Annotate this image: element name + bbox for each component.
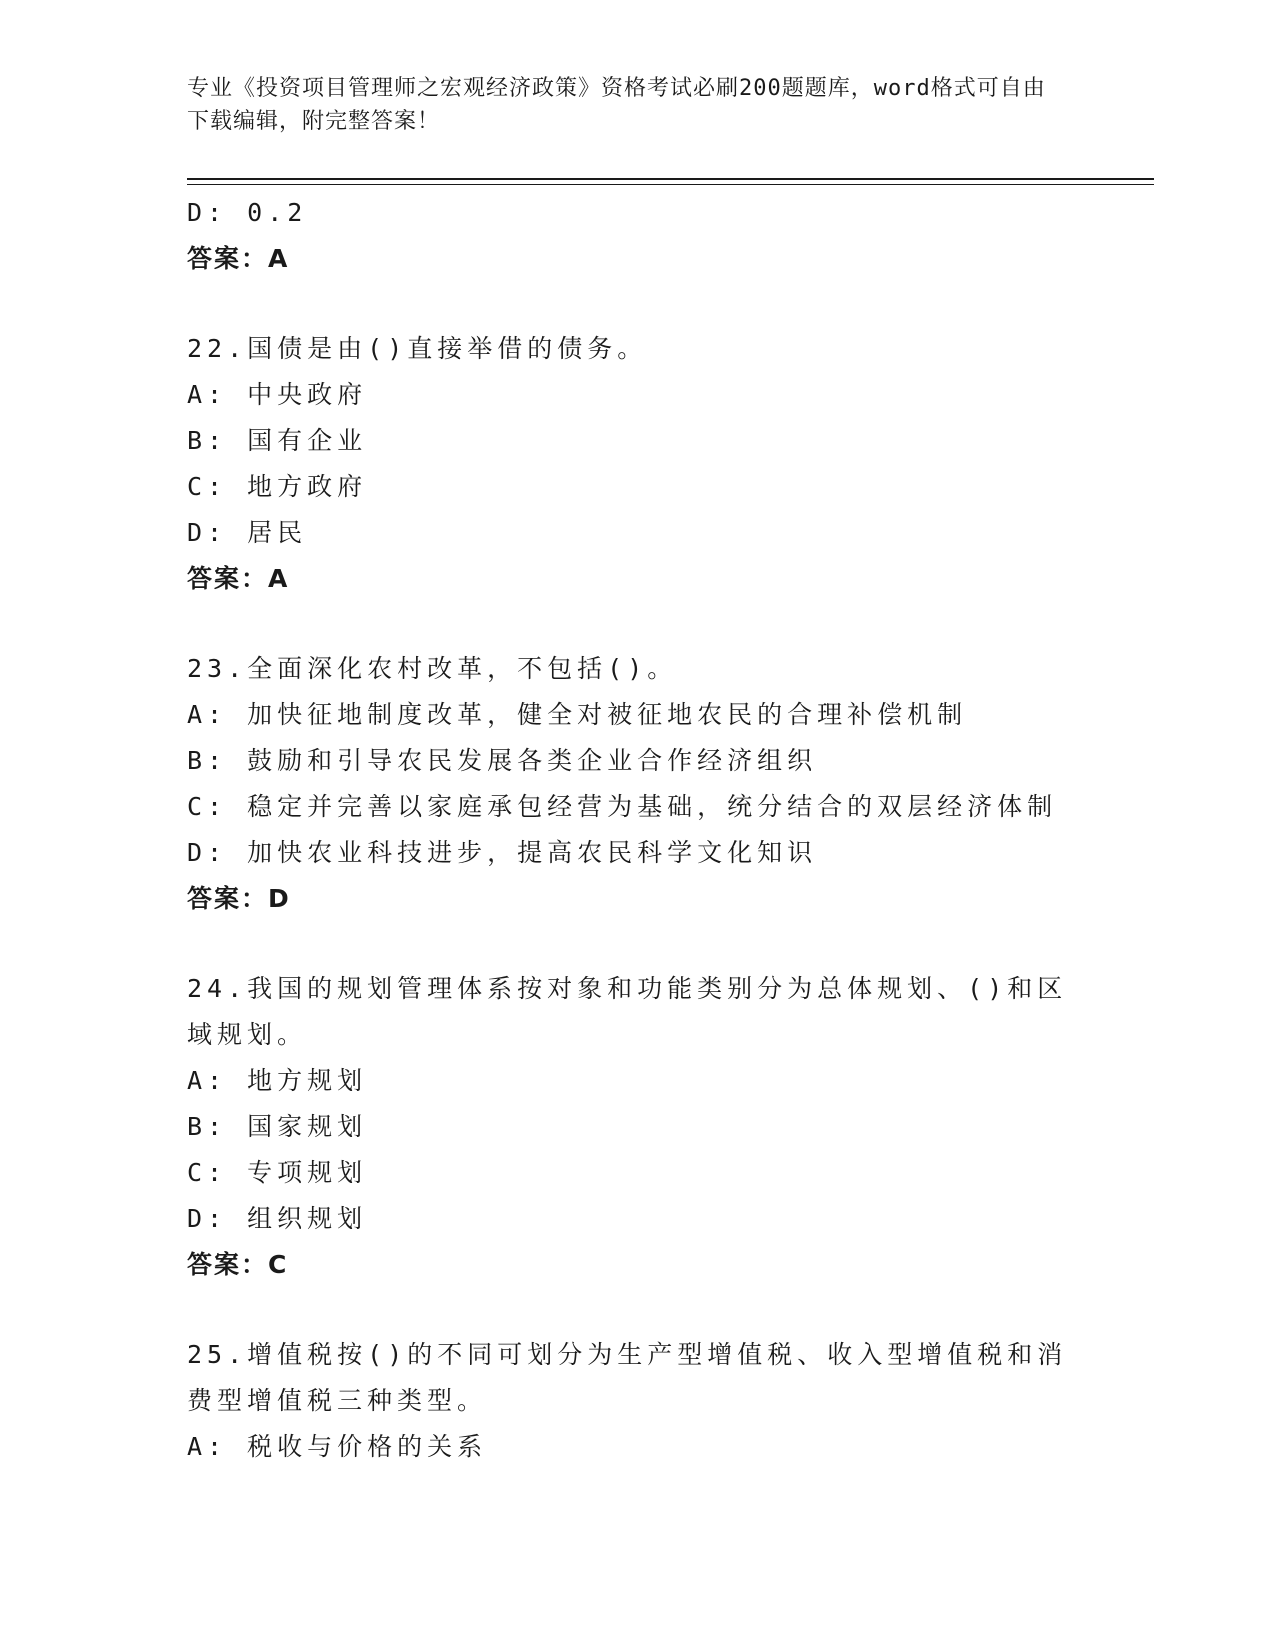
option-d: D: 组织规划 <box>187 1204 368 1233</box>
question-25 <box>187 1332 1077 1470</box>
option-c: C: 稳定并完善以家庭承包经营为基础，统分结合的双层经济体制 <box>187 792 1058 821</box>
question-stem: 22.国债是由()直接举借的债务。 <box>187 334 648 363</box>
option-b: B: 国家规划 <box>187 1112 368 1141</box>
question-stem: 25.增值税按()的不同可划分为生产型增值税、收入型增值税和消费型增值税三种类型。 <box>187 1340 1068 1415</box>
question-stem: 23.全面深化农村改革，不包括()。 <box>187 654 678 683</box>
answer: 答案：C <box>187 1250 289 1279</box>
question-stem: 24.我国的规划管理体系按对象和功能类别分为总体规划、()和区域规划。 <box>187 974 1068 1049</box>
option-b: B: 鼓励和引导农民发展各类企业合作经济组织 <box>187 746 818 775</box>
answer: 答案：A <box>187 244 290 273</box>
option-a: A: 中央政府 <box>187 380 368 409</box>
answer: 答案：D <box>187 884 291 913</box>
option-d: D: 加快农业科技进步，提高农民科学文化知识 <box>187 838 818 867</box>
option-a: A: 地方规划 <box>187 1066 368 1095</box>
option-d: D: 0.2 <box>187 198 308 227</box>
page-header: 专业《投资项目管理师之宏观经济政策》资格考试必刷200题题库，word格式可自由下载编辑，附完整答案！ <box>187 76 1046 134</box>
option-a: A: 税收与价格的关系 <box>187 1432 488 1461</box>
question-24 <box>187 966 1077 1288</box>
option-b: B: 国有企业 <box>187 426 368 455</box>
question-23 <box>187 646 1077 922</box>
question-22 <box>187 326 1077 602</box>
question-list <box>187 190 1077 1470</box>
option-a: A: 加快征地制度改革，健全对被征地农民的合理补偿机制 <box>187 700 968 729</box>
option-d: D: 居民 <box>187 518 308 547</box>
answer: 答案：A <box>187 564 290 593</box>
option-c: C: 地方政府 <box>187 472 368 501</box>
header-divider-thick <box>187 178 1154 180</box>
header-divider-thin <box>187 184 1154 185</box>
option-c: C: 专项规划 <box>187 1158 368 1187</box>
